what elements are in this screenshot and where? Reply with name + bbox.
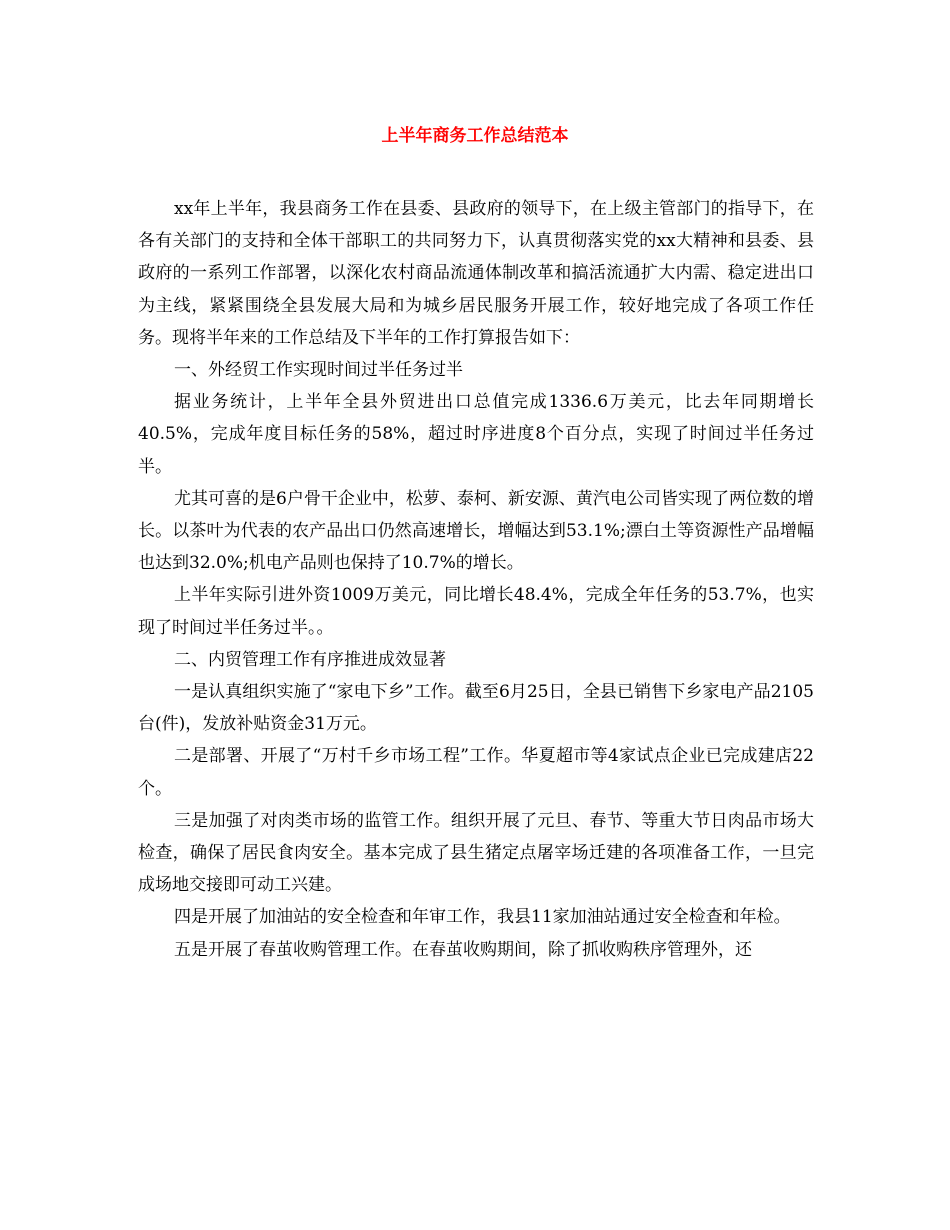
document-title: 上半年商务工作总结范本 xyxy=(381,126,569,146)
paragraph-gas-stations: 四是开展了加油站的安全检查和年审工作，我县11家加油站通过安全检查和年检。 xyxy=(174,907,791,928)
paragraph-appliances: 一是认真组织实施了“家电下乡”工作。截至6月25日，全县已销售下乡家电产品2105台(件)，发放补贴资金31万元。 xyxy=(138,682,814,735)
section-heading-domestic-trade: 二、内贸管理工作有序推进成效显著 xyxy=(174,649,446,670)
paragraph-key-enterprises: 尤其可喜的是6户骨干企业中，松萝、泰柯、新安源、黄汽电公司皆实现了两位数的增长。以茶叶为代表的农产品出口仍然高速增长，增幅达到53.1%;漂白土等资源性产品增幅也达到32.0%;机电产品则也保持了10.7%的增长。 xyxy=(138,488,814,574)
paragraph-trade-stats: 据业务统计，上半年全县外贸进出口总值完成1336.6万美元，比去年同期增长40.5%，完成年度目标任务的58%，超过时序进度8个百分点，实现了时间过半任务过半。 xyxy=(138,392,814,477)
paragraph-meat-market: 三是加强了对肉类市场的监管工作。组织开展了元旦、春节、等重大节日肉品市场大检查，确保了居民食肉安全。基本完成了县生猪定点屠宰场迁建的各项准备工作，一旦完成场地交接即可动工兴建。 xyxy=(138,810,814,896)
paragraph-foreign-investment: 上半年实际引进外资1009万美元，同比增长48.4%，完成全年任务的53.7%，也实现了时间过半任务过半。。 xyxy=(138,585,814,638)
section-heading-foreign-trade: 一、外经贸工作实现时间过半任务过半 xyxy=(174,360,463,381)
paragraph-intro: xx年上半年，我县商务工作在县委、县政府的领导下，在上级主管部门的指导下，在各有关部门的支持和全体干部职工的共同努力下，认真贯彻落实党的xx大精神和县委、县政府的一系列工作部署，以深化农村商品流通体制改革和搞活流通扩大内需、稳定进出口为主线，紧紧围绕全县发展大局和为城乡居民服务开展工作，较好地完成了各项工作任务。现将半年来的工作总结及下半年的工作打算报告如下： xyxy=(138,199,814,348)
paragraph-silk-cocoon: 五是开展了春茧收购管理工作。在春茧收购期间，除了抓收购秩序管理外，还 xyxy=(174,939,752,960)
document-body xyxy=(138,193,814,966)
paragraph-market-project: 二是部署、开展了“万村千乡市场工程”工作。华夏超市等4家试点企业已完成建店22个。 xyxy=(138,746,814,799)
